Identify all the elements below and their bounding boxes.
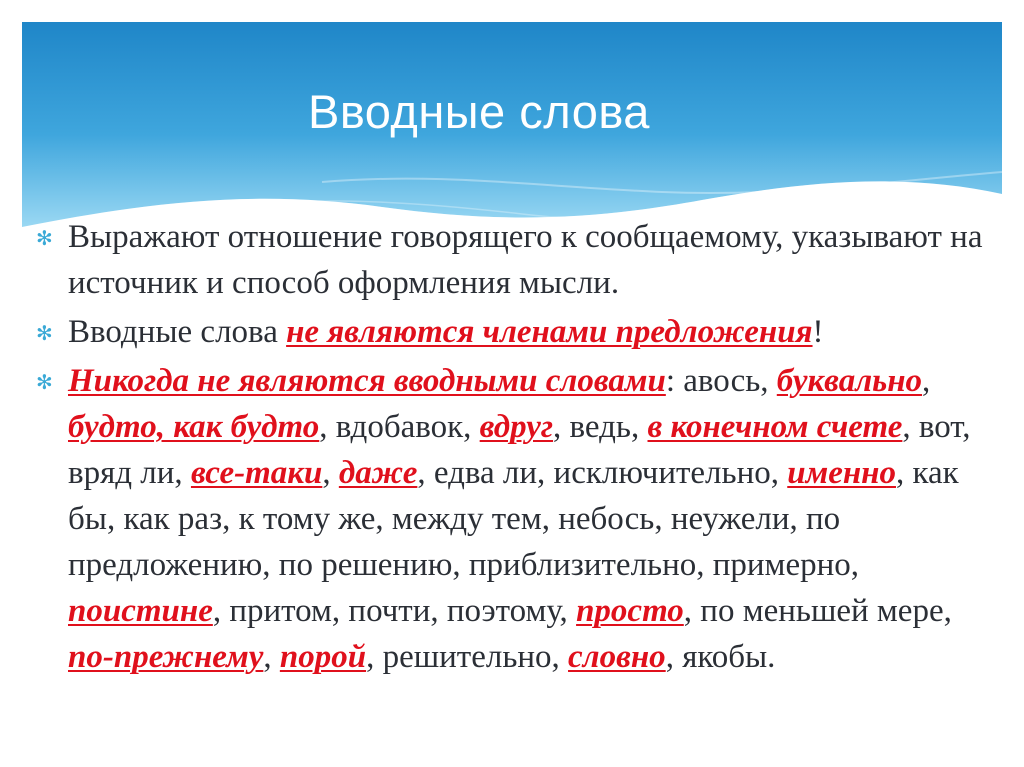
bullet-text: , вдобавок, (319, 409, 480, 445)
bullet-text: , (322, 455, 339, 491)
asterisk-bullet-icon: ✻ (36, 321, 53, 345)
highlighted-word: просто (576, 593, 684, 629)
highlighted-word: все-таки (190, 455, 323, 491)
bullet-text: , (263, 639, 280, 675)
highlighted-word: вдруг (479, 409, 554, 445)
highlighted-word: словно (568, 639, 666, 675)
bullet-text: , притом, почти, поэтому, (212, 593, 577, 629)
asterisk-bullet-icon: ✻ (36, 370, 53, 394)
highlighted-phrase: не являются членами предложения (286, 314, 813, 350)
bullet-text: , как бы, как раз, к тому же, между тем, небось, неужели, по предложению, по решению, приблизительно, примерно, (68, 455, 959, 583)
highlighted-phrase: Никогда не являются вводными словами (68, 363, 666, 399)
bullet-text: , решительно, (366, 639, 569, 675)
slide (22, 22, 1002, 767)
bullet-text: ! (812, 314, 824, 350)
bullet-item (36, 214, 986, 306)
bullet-text: , (922, 363, 931, 399)
bullet-text: : авось, (665, 363, 777, 399)
bullet-item (36, 309, 986, 355)
highlighted-word: буквально (776, 363, 923, 399)
highlighted-word: по-прежнему (68, 639, 264, 675)
highlighted-word: даже (338, 455, 418, 491)
bullet-text: , ведь, (553, 409, 648, 445)
slide-title: Вводные слова (308, 85, 650, 138)
bullet-text: , якобы. (665, 639, 776, 675)
bullet-text: , едва ли, исключительно, (417, 455, 788, 491)
highlighted-word: именно (787, 455, 896, 491)
bullet-text: Вводные слова (68, 314, 287, 350)
bullet-text: Выражают отношение говорящего к сообщаемому, указывают на источник и способ оформления мысли. (68, 219, 983, 301)
bullet-text: , вот, вряд ли, (68, 409, 971, 491)
bullet-item (36, 358, 986, 680)
asterisk-bullet-icon: ✻ (36, 226, 53, 250)
highlighted-word: в конечном счете (647, 409, 903, 445)
highlighted-word: порой (279, 639, 367, 675)
bullet-text: , по меньшей мере, (683, 593, 952, 629)
highlighted-word: поистине (68, 593, 213, 629)
bullet-list (36, 214, 986, 683)
highlighted-word: будто, как будто (68, 409, 320, 445)
